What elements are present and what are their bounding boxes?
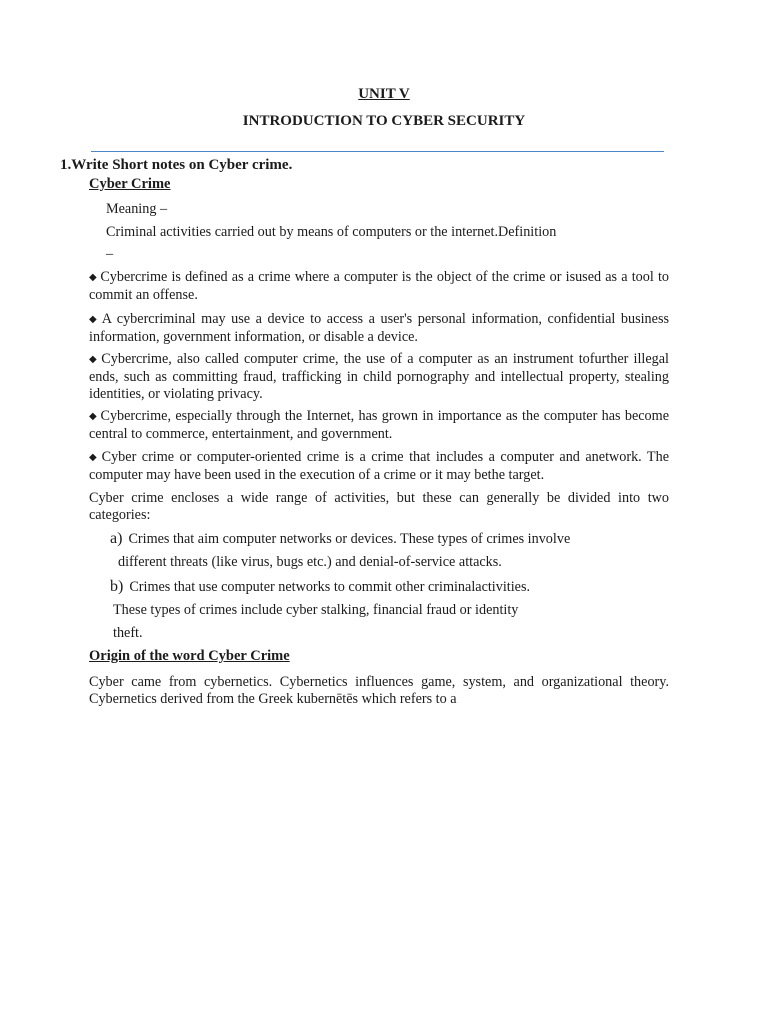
list-letter: a) — [110, 530, 123, 547]
document-title: INTRODUCTION TO CYBER SECURITY — [242, 113, 526, 129]
diamond-bullet-icon: ◆ — [89, 272, 98, 283]
bullet-paragraph: ◆ Cyber crime or computer-oriented crime is a crime that includes a computer and anetwork. The computer may have been used in the execution of a crime or it may bethe target. — [89, 449, 669, 483]
list-item-a: a) Crimes that aim computer networks or devices. These types of crimes involve — [110, 530, 571, 547]
bullet-paragraph: ◆ Cybercrime is defined as a crime where a computer is the object of the crime or isused as a tool to commit an offense. — [89, 269, 669, 303]
list-item-a-continuation: different threats (like virus, bugs etc.) and denial-of-service attacks. — [118, 554, 502, 570]
section-heading-cyber-crime: Cyber Crime — [89, 176, 171, 192]
diamond-bullet-icon: ◆ — [89, 314, 99, 325]
title-divider — [91, 151, 664, 152]
diamond-bullet-icon: ◆ — [89, 354, 99, 365]
diamond-bullet-icon: ◆ — [89, 452, 99, 463]
list-item-b-continuation: These types of crimes include cyber stalking, financial fraud or identity — [113, 602, 519, 618]
list-item-b-continuation: theft. — [113, 625, 143, 641]
diamond-bullet-icon: ◆ — [89, 411, 98, 422]
meaning-label: Meaning – — [106, 201, 168, 217]
bullet-paragraph: ◆ Cybercrime, also called computer crime, the use of a computer as an instrument tofurther illegal ends, such as committing fraud, trafficking in child pornography and intellectual property, stealing identities, or violating privacy. — [89, 351, 669, 402]
section-heading-origin: Origin of the word Cyber Crime — [89, 648, 290, 664]
meaning-text: Criminal activities carried out by means of computers or the internet.Definition — [106, 224, 557, 240]
list-letter: b) — [110, 578, 124, 595]
bullet-paragraph: ◆ A cybercriminal may use a device to access a user's personal information, confidential business information, government information, or disable a device. — [89, 311, 669, 345]
categories-intro: Cyber crime encloses a wide range of activities, but these can generally be divided into two categories: — [89, 490, 669, 523]
unit-heading: UNIT V — [358, 86, 410, 102]
question-heading: 1.Write Short notes on Cyber crime. — [60, 157, 293, 173]
origin-paragraph: Cyber came from cybernetics. Cybernetics influences game, system, and organizational theory. Cybernetics derived from the Greek kubernētēs which refers to a — [89, 674, 669, 707]
definition-dash: – — [106, 246, 114, 262]
list-item-b: b) Crimes that use computer networks to commit other criminalactivities. — [110, 578, 531, 595]
bullet-paragraph: ◆ Cybercrime, especially through the Internet, has grown in importance as the computer has become central to commerce, entertainment, and government. — [89, 408, 669, 442]
